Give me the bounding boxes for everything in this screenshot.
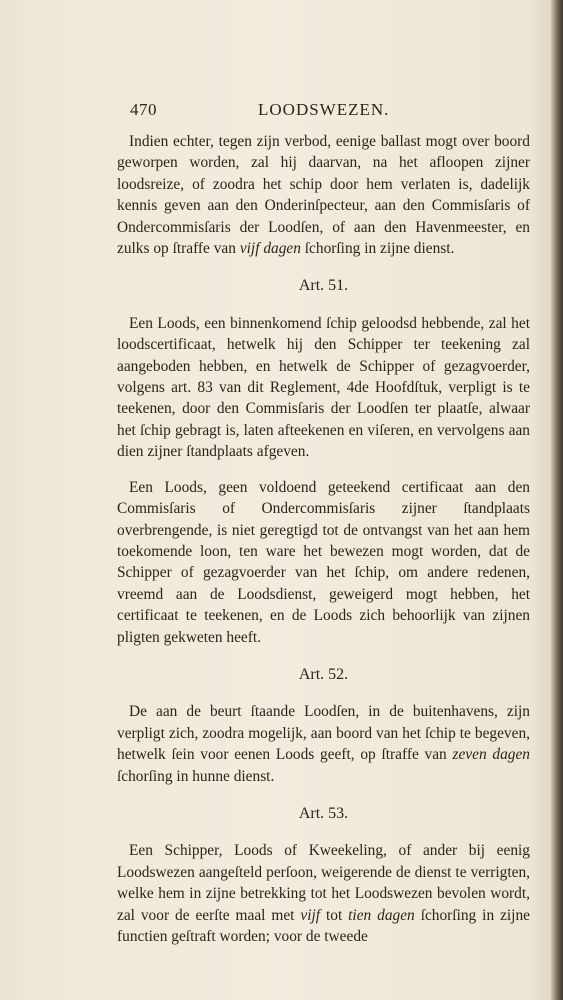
article-heading: Art. 53. <box>298 804 349 822</box>
text-run: De aan de beurt ſtaande Loodſen, in de buitenhavens, zijn verpligt zich, zoodra mogelijk, aan boord van het ſchip te begeven, hetwelk ſein voor eenen Loods geeft, op ſtraffe van <box>117 703 530 764</box>
text-run: ſchorſing in zijne functien geſtraft worden; voor de tweede <box>117 906 530 945</box>
text-run: ſchorſing in zijne dienst. <box>300 240 455 258</box>
body-text <box>117 131 530 947</box>
text-run: tot <box>320 906 349 924</box>
text-run: Indien echter, tegen zijn verbod, eenige ballast mogt over boord geworpen worden, zal hij daarvan, na het afloopen zijner loodsreize, of zoodra het schip door hem verlaten is, dadelijk kennis geven aan den Onderinſpecteur, aan den Commisſaris of Ondercommisſaris der Loodſen, of aan den Havenmeester, en zulks op ſtraffe van <box>117 133 530 258</box>
text-run: ſchorſing in hunne dienst. <box>117 767 275 785</box>
italic-text: vijf <box>300 906 321 924</box>
text-run: Een Schipper, Loods of Kweekeling, of ander bij eenig Loodswezen aangeſteld perſoon, weigerende de dienst te verrigten, welke hem in zijne betrekking tot het Loodswezen bevolen wordt, zal voor de eerſte maal met <box>117 842 530 924</box>
paragraph <box>117 840 530 947</box>
page-number: 470 <box>130 100 157 119</box>
paragraph: Een Loods, een binnenkomend ſchip geloodsd hebbende, zal het loodscertificaat, hetwelk hij den Schipper ter teekening zal aangeboden hebben, en hetwelk de Schipper of gezagvoerder, volgens art. 83 van dit Reglement, 4de Hoofdſtuk, verpligt is te teekenen, door den Commisſaris der Loodſen ter plaatſe, alwaar het ſchip gebragt is, laten afteekenen en viſeren, en vervolgens aan dien zijner ſtandplaats afgeven. <box>117 314 530 461</box>
italic-text: vijf dagen <box>239 240 301 258</box>
paragraph <box>117 701 530 787</box>
paragraph: Een Loods, geen voldoend geteekend certificaat aan den Commisſaris of Ondercommisſaris zijner ſtandplaats overbrengende, is niet geregtigd tot de ontvangst van het aan hem toekomende loon, ten ware het bewezen mogt worden, dat de Schipper of gezagvoerder van het ſchip, om andere redenen, vreemd aan de Loodsdienst, geweigerd mogt hebben, het certificaat te teekenen, en de Loods zich behoorlijk van zijnen pligten gekweten heeft. <box>117 478 530 646</box>
page-edge <box>551 0 563 1000</box>
article-heading: Art. 51. <box>298 277 349 295</box>
italic-text: zeven dagen <box>452 746 531 764</box>
running-title: LOODSWEZEN. <box>258 100 390 119</box>
paragraph <box>117 131 530 259</box>
italic-text: tien dagen <box>348 906 415 924</box>
article-heading: Art. 52. <box>298 665 349 683</box>
